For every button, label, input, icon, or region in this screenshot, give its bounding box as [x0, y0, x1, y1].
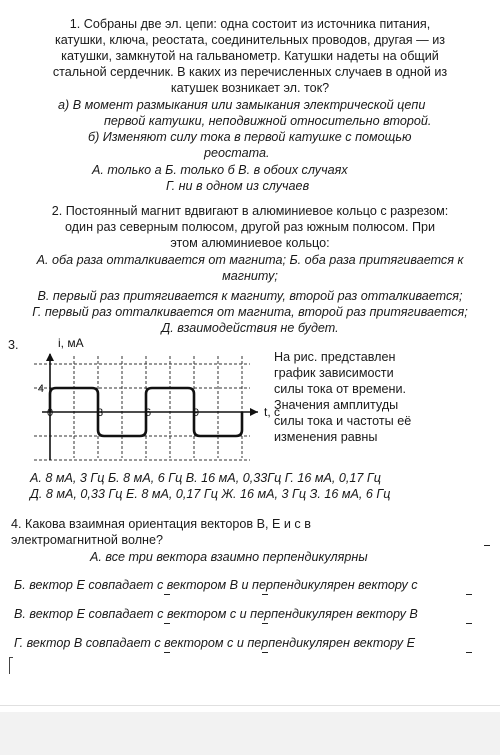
- q1-case-b-2: реостата.: [204, 146, 270, 160]
- q1-options-2: Г. ни в одном из случаев: [166, 179, 310, 193]
- q1-options-1: А. только а Б. только б В. в обоих случаях: [92, 163, 348, 177]
- q1-line-2: катушки, ключа, реостата, соединительных проводов, другая — из: [54, 33, 446, 47]
- q4-option-a: А. все три вектора взаимно перпендикулярны: [90, 550, 368, 564]
- q1-case-a-1: а) В момент размыкания или замыкания электрической цепи: [58, 98, 426, 112]
- q4-option-b: Б. вектор Е совпадает с вектором В и перпендикулярен вектору с: [14, 578, 418, 592]
- q1-line-4: стальной сердечник. В каких из перечисленных случаев в одной из: [52, 65, 448, 79]
- y-tick-label: 4: [37, 383, 44, 395]
- q1-line-3: катушки, замкнутой на гальванометр. Катушки надеты на общий: [61, 49, 439, 63]
- q3-desc-3: силы тока от времени.: [274, 382, 406, 396]
- chart-grid: [34, 356, 250, 460]
- q4-option-c: В. вектор Е совпадает с вектором с и перпендикулярен вектору В: [14, 607, 418, 621]
- x-axis-label: t, с: [264, 405, 281, 419]
- q3-desc-5: силы тока и частоты её: [274, 414, 412, 428]
- vector-mark: [262, 623, 268, 624]
- vector-mark: [164, 623, 170, 624]
- q4-option-d: Г. вектор В совпадает с вектором с и перпендикулярен вектору Е: [14, 636, 415, 650]
- q2-option-1: А. оба раза отталкивается от магнита; Б. оба раза притягивается к: [36, 253, 464, 267]
- vector-mark: [262, 594, 268, 595]
- x-tick-label: 0: [46, 407, 54, 419]
- y-axis-arrow-icon: [46, 353, 54, 361]
- x-tick-label: 9: [192, 407, 200, 419]
- q2-option-2: В. первый раз притягивается к магниту, второй раз отталкивается;: [37, 289, 463, 303]
- q3-options-1: А. 8 мА, 3 Гц Б. 8 мА, 6 Гц В. 16 мА, 0,33Гц Г. 16 мА, 0,17 Гц: [30, 471, 381, 485]
- vector-mark: [466, 594, 472, 595]
- vector-mark: [484, 545, 490, 546]
- q2-option-3: Г. первый раз отталкивается от магнита, второй раз притягивается;: [32, 305, 468, 319]
- vector-mark: [466, 652, 472, 653]
- q1-case-b-1: б) Изменяют силу тока в первой катушке с помощью: [88, 130, 412, 144]
- q4-line-2: электромагнитной волне?: [11, 533, 164, 547]
- x-tick-label: 3: [96, 407, 104, 419]
- q3-options-2: Д. 8 мА, 0,33 Гц Е. 8 мА, 0,17 Гц Ж. 16 мА, 3 Гц З. 16 мА, 6 Гц: [30, 487, 391, 501]
- q3-desc-1: На рис. представлен: [274, 350, 396, 364]
- x-tick-label: 6: [144, 407, 152, 419]
- page-footer-area: [0, 712, 500, 755]
- vector-mark: [262, 652, 268, 653]
- q1-line-5: катушек возникает эл. ток?: [170, 81, 330, 95]
- q2-line-1: 2. Постоянный магнит вдвигают в алюминиевое кольцо с разрезом:: [51, 204, 449, 218]
- vector-mark: [466, 623, 472, 624]
- divider: [0, 705, 500, 706]
- vector-mark: [164, 594, 170, 595]
- q3-desc-4: Значения амплитуды: [274, 398, 399, 412]
- x-axis-arrow-icon: [250, 408, 258, 416]
- q2-line-3: этом алюминиевое кольцо:: [170, 236, 330, 250]
- text-cursor-icon: [9, 657, 13, 674]
- q2-option-1b: магниту;: [222, 269, 278, 283]
- q2-option-4: Д. взаимодействия не будет.: [161, 321, 339, 335]
- q2-line-2: один раз северным полюсом, другой раз южным полюсом. При: [64, 220, 436, 234]
- q3-number: 3.: [8, 338, 19, 352]
- current-time-chart: [28, 336, 281, 458]
- q1-line-1: 1. Собраны две эл. цепи: одна состоит из источника питания,: [69, 17, 431, 31]
- y-axis-label: i, мА: [58, 336, 84, 350]
- vector-mark: [164, 652, 170, 653]
- q1-case-a-2: первой катушки, неподвижной относительно второй.: [104, 114, 432, 128]
- q3-desc-2: график зависимости: [274, 366, 394, 380]
- q3-desc-6: изменения равны: [274, 430, 378, 444]
- q4-line-1: 4. Какова взаимная ориентация векторов В, Е и с в: [11, 517, 311, 531]
